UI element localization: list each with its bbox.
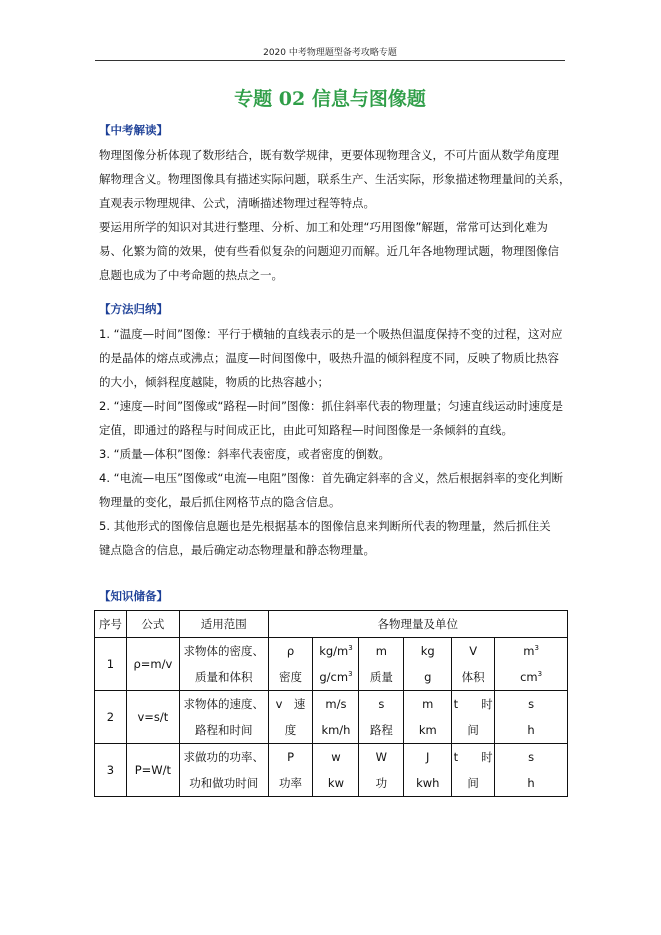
quantity-cell — [452, 638, 495, 691]
unit: kg — [420, 644, 435, 658]
symbol: W — [375, 750, 388, 764]
header-scope: 适用范围 — [179, 611, 268, 638]
unit-cell — [404, 691, 452, 744]
unit — [495, 638, 567, 664]
unit — [495, 664, 567, 690]
unit-base: cm — [520, 670, 538, 684]
quantity-name: 体积 — [461, 670, 485, 684]
text-line: 易、化繁为简的效果，使有些看似复杂的问题迎刃而解。近几年各地物理试题，物理图像信 — [99, 244, 559, 258]
text-line: 直观表示物理规律、公式，清晰描述物理过程等特点。 — [99, 196, 375, 210]
row-formula: ρ=m/v — [126, 638, 179, 691]
table-row — [95, 638, 568, 691]
unit: s — [528, 697, 535, 711]
unit-exponent: 3 — [348, 670, 353, 679]
text-line: 的大小，倾斜程度越陡，物质的比热容越小； — [99, 375, 329, 389]
unit-cell — [313, 691, 359, 744]
text-line: 息题也成为了中考命题的热点之一。 — [99, 268, 283, 282]
table-row — [95, 691, 568, 744]
text-line: 要运用所学的知识对其进行整理、分析、加工和处理“巧用图像”解题，常常可达到化难为 — [99, 220, 548, 234]
text-line: 定值，即通过的路程与时间成正比，由此可知路程—时间图像是一条倾斜的直线。 — [99, 423, 513, 437]
row-formula: P=W/t — [126, 744, 179, 797]
unit: m — [422, 697, 434, 711]
section-heading-interpretation: 【中考解读】 — [99, 123, 168, 137]
unit-cell — [495, 638, 568, 691]
unit-cell — [404, 744, 452, 797]
text-line: 2. “速度—时间”图像或“路程—时间”图像：抓住斜率代表的物理量；匀速直线运动时速度是 — [99, 399, 563, 413]
row-scope — [179, 638, 268, 691]
unit-exponent: 3 — [537, 670, 543, 679]
section-heading-knowledge: 【知识储备】 — [99, 589, 168, 603]
quantity-name: 间 — [467, 723, 479, 737]
unit: s — [528, 750, 535, 764]
text-line: 的是晶体的熔点或沸点；温度—时间图像中，吸热升温的倾斜程度不同，反映了物质比热容 — [99, 351, 559, 365]
unit-exponent: 3 — [348, 644, 353, 653]
header-formula: 公式 — [126, 611, 179, 638]
text-line: 键点隐含的信息，最后确定动态物理量和静态物理量。 — [99, 543, 375, 557]
unit-cell — [404, 638, 452, 691]
quantity-name: 间 — [467, 776, 479, 790]
text-line: 物理量的变化，最后抓住网格节点的隐含信息。 — [99, 495, 341, 509]
header-no: 序号 — [95, 611, 127, 638]
header-rule — [95, 60, 565, 61]
quantity-name: 密度 — [279, 670, 303, 684]
knowledge-table — [94, 610, 568, 797]
symbol: m — [375, 644, 387, 658]
quantity-cell — [452, 744, 495, 797]
unit: g — [424, 670, 432, 684]
quantity-cell — [268, 638, 313, 691]
symbol: t 时 — [453, 697, 493, 711]
interpretation-text — [99, 143, 571, 287]
header-quantities: 各物理量及单位 — [268, 611, 567, 638]
table-header-row — [95, 611, 568, 638]
text-line: 4. “电流—电压”图像或“电流—电阻”图像：首先确定斜率的含义，然后根据斜率的变化判断 — [99, 471, 563, 485]
row-no: 3 — [95, 744, 127, 797]
symbol: t 时 — [453, 750, 493, 764]
quantity-name: 路程 — [369, 723, 393, 737]
unit-base: g/cm — [319, 670, 349, 684]
unit: h — [527, 776, 535, 790]
quantity-cell — [359, 691, 404, 744]
unit-cell — [495, 744, 568, 797]
row-no: 1 — [95, 638, 127, 691]
unit: km — [418, 723, 437, 737]
row-scope — [179, 744, 268, 797]
symbol: v 速 — [275, 697, 306, 711]
text-line: 物理图像分析体现了数形结合，既有数学规律，更要体现物理含义，不可片面从数学角度理 — [99, 148, 559, 162]
quantity-name: 度 — [284, 723, 297, 737]
unit-exponent: 3 — [534, 644, 539, 653]
page-title: 专题 02 信息与图像题 — [234, 88, 426, 110]
unit-cell — [313, 744, 359, 797]
unit: h — [527, 723, 535, 737]
quantity-name: 功 — [375, 776, 388, 790]
text-line: 3. “质量—体积”图像：斜率代表密度，或者密度的倒数。 — [99, 447, 391, 461]
scope-line: 求物体的密度、 — [183, 644, 264, 658]
unit — [313, 638, 358, 664]
symbol: V — [469, 644, 478, 658]
methods-text — [99, 322, 567, 562]
symbol: s — [378, 697, 385, 711]
unit: w — [331, 750, 341, 764]
quantity-name: 质量 — [369, 670, 393, 684]
unit — [313, 664, 358, 690]
unit: J — [426, 750, 430, 764]
unit: m/s — [325, 697, 347, 711]
symbol: P — [287, 750, 294, 764]
unit: kwh — [416, 776, 440, 790]
scope-line: 求物体的速度、 — [183, 697, 264, 711]
scope-line: 路程和时间 — [194, 723, 253, 737]
row-formula: v=s/t — [126, 691, 179, 744]
unit: km/h — [321, 723, 351, 737]
scope-line: 求做功的功率、 — [183, 750, 264, 764]
quantity-name: 功率 — [279, 776, 303, 790]
row-no: 2 — [95, 691, 127, 744]
text-line: 解物理含义。物理图像具有描述实际问题，联系生产、生活实际，形象描述物理量间的关系， — [99, 172, 571, 186]
quantity-cell — [268, 744, 313, 797]
text-line: 5. 其他形式的图像信息题也是先根据基本的图像信息来判断所代表的物理量，然后抓住关 — [99, 519, 551, 533]
section-heading-methods: 【方法归纳】 — [99, 302, 168, 316]
quantity-cell — [452, 691, 495, 744]
unit-cell — [495, 691, 568, 744]
unit: kw — [327, 776, 344, 790]
text-line: 1. “温度—时间”图像：平行于横轴的直线表示的是一个吸热但温度保持不变的过程，这对应 — [99, 327, 563, 341]
scope-line: 质量和体积 — [194, 670, 253, 684]
unit-base: kg/m — [319, 644, 349, 658]
row-scope — [179, 691, 268, 744]
quantity-cell — [359, 744, 404, 797]
table-row — [95, 744, 568, 797]
page-header: 2020 中考物理题型备考攻略专题 — [263, 48, 397, 58]
unit-base: m — [523, 644, 535, 658]
unit-cell — [313, 638, 359, 691]
quantity-cell — [359, 638, 404, 691]
scope-line: 功和做功时间 — [189, 776, 259, 790]
quantity-cell — [268, 691, 313, 744]
symbol: ρ — [286, 644, 295, 658]
